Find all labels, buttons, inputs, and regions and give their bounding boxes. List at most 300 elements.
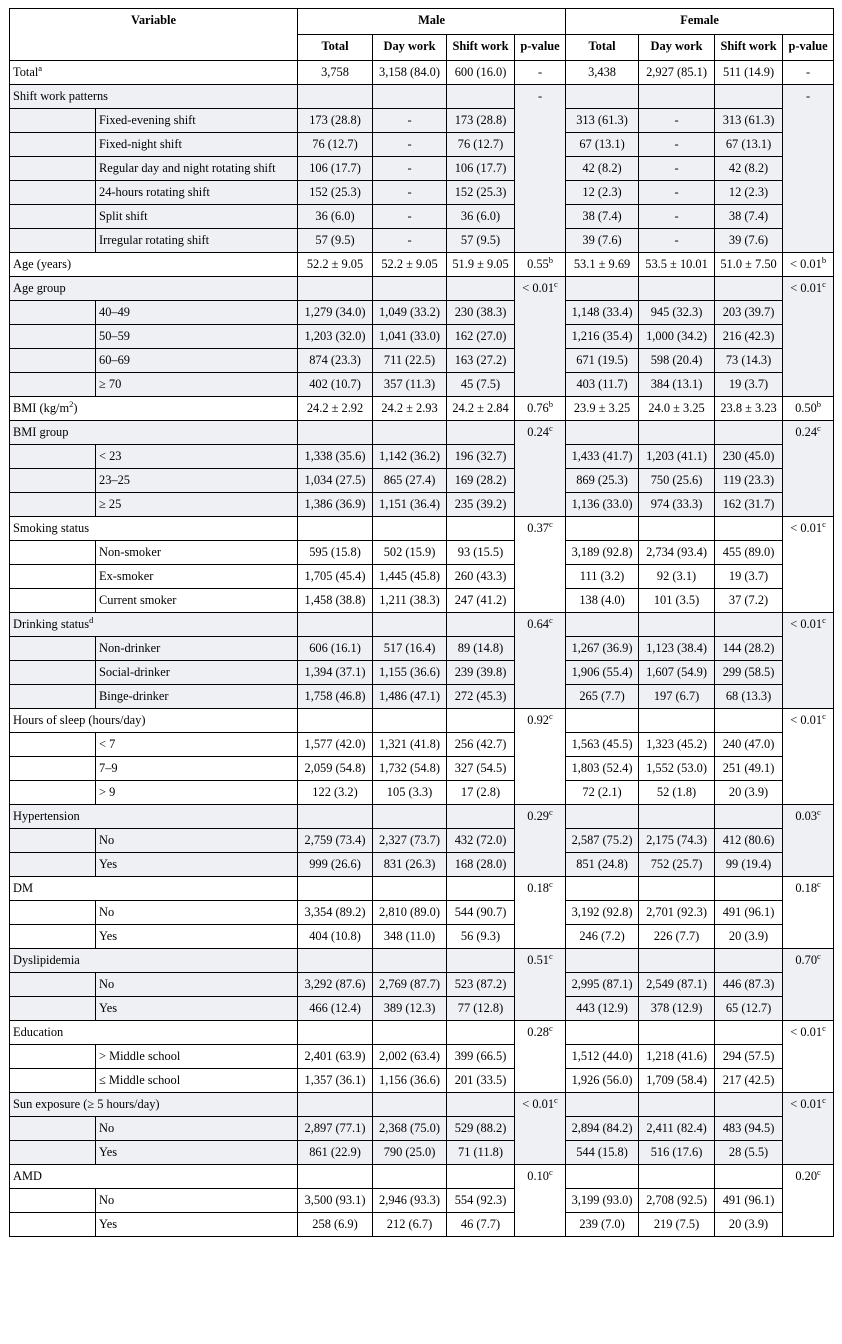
female-value-cell [715, 133, 783, 157]
female-value-cell [566, 109, 639, 133]
table-row [10, 157, 834, 181]
cell-text: - [674, 161, 679, 175]
cell-text: 869 (25.3) [576, 473, 628, 487]
variable-label [10, 277, 298, 301]
male-value-cell [298, 877, 373, 901]
male-value-cell [373, 757, 447, 781]
table-row [10, 397, 834, 421]
table-row [10, 1213, 834, 1237]
table-row [10, 661, 834, 685]
cell-text: 57 (9.5) [460, 233, 501, 247]
male-value-cell [298, 445, 373, 469]
cell-text: 216 (42.3) [722, 329, 775, 343]
male-value-cell [373, 229, 447, 253]
cell-text: 600 (16.0) [454, 65, 507, 79]
male-value-cell [373, 61, 447, 85]
cell-text: 1,803 (52.4) [571, 761, 633, 775]
cell-text: 2,894 (84.2) [571, 1121, 633, 1135]
cell-text: Age (years) [13, 257, 72, 271]
cell-text: 12 (2.3) [582, 185, 622, 199]
cell-text: 53.5 ± 10.01 [645, 257, 708, 271]
indent-cell [10, 325, 96, 349]
female-value-cell [639, 853, 715, 877]
female-value-cell [715, 685, 783, 709]
male-value-cell [373, 373, 447, 397]
cell-text: 52.2 ± 9.05 [381, 257, 438, 271]
indent-cell [10, 205, 96, 229]
cell-text: > Middle school [99, 1049, 181, 1063]
indent-cell [10, 853, 96, 877]
category-label [96, 973, 298, 997]
cell-text: 861 (22.9) [309, 1145, 361, 1159]
female-value-cell [715, 973, 783, 997]
variable-label [10, 877, 298, 901]
male-p-value [515, 709, 566, 805]
cell-text: 357 (11.3) [383, 377, 436, 391]
cell-text: 0.10 [527, 1169, 549, 1183]
cell-text: 502 (15.9) [383, 545, 436, 559]
female-value-cell [715, 325, 783, 349]
indent-cell [10, 493, 96, 517]
male-value-cell [373, 1093, 447, 1117]
male-p-value [515, 805, 566, 877]
cell-text: 217 (42.5) [722, 1073, 775, 1087]
cell-text: 246 (7.2) [579, 929, 625, 943]
male-value-cell [447, 637, 515, 661]
cell-text: 105 (3.3) [386, 785, 433, 799]
cell-text: 38 (7.4) [582, 209, 622, 223]
male-value-cell [298, 1045, 373, 1069]
male-value-cell [373, 973, 447, 997]
cell-text: 523 (87.2) [454, 977, 507, 991]
female-value-cell [715, 229, 783, 253]
cell-text: 403 (11.7) [576, 377, 628, 391]
category-label [96, 997, 298, 1021]
cell-text: 1,758 (46.8) [304, 689, 366, 703]
cell-text: 2,927 (85.1) [646, 65, 707, 79]
cell-text: 1,151 (36.4) [379, 497, 440, 511]
cell-text: - [407, 209, 412, 223]
male-value-cell [373, 421, 447, 445]
cell-text: < 0.01 [522, 1097, 555, 1111]
cell-text: 265 (7.7) [579, 689, 625, 703]
female-value-cell [639, 541, 715, 565]
cell-text: 77 (12.8) [457, 1001, 504, 1015]
cell-text: No [99, 905, 115, 919]
female-value-cell [566, 517, 639, 541]
male-value-cell [298, 1141, 373, 1165]
cell-text: 3,158 (84.0) [379, 65, 440, 79]
female-value-cell [566, 1165, 639, 1189]
characteristics-table [9, 8, 834, 1237]
male-value-cell [373, 1069, 447, 1093]
female-value-cell [715, 541, 783, 565]
female-value-cell [566, 205, 639, 229]
category-label [96, 133, 298, 157]
male-p-value-header: p-value [515, 35, 566, 61]
cell-text: 37 (7.2) [728, 593, 769, 607]
cell-text: - [407, 185, 412, 199]
table-row [10, 637, 834, 661]
category-label [96, 733, 298, 757]
female-value-cell [639, 277, 715, 301]
male-value-cell [447, 493, 515, 517]
table-row [10, 493, 834, 517]
cell-text: 2,059 (54.8) [304, 761, 366, 775]
male-value-cell [373, 589, 447, 613]
cell-text: 711 (22.5) [383, 353, 436, 367]
cell-text: 544 (90.7) [454, 905, 507, 919]
male-value-cell [373, 397, 447, 421]
male-value-cell [298, 1069, 373, 1093]
table-row [10, 709, 834, 733]
female-value-cell [566, 373, 639, 397]
female-value-cell [715, 181, 783, 205]
cell-text: 39 (7.6) [582, 233, 622, 247]
female-value-cell [566, 541, 639, 565]
cell-text: Split shift [99, 209, 148, 223]
female-p-value [783, 421, 834, 517]
table-row [10, 229, 834, 253]
male-value-cell [298, 277, 373, 301]
cell-text: 239 (39.8) [454, 665, 507, 679]
cell-text: 92 (3.1) [656, 569, 697, 583]
table-row [10, 1189, 834, 1213]
cell-text: 671 (19.5) [576, 353, 628, 367]
cell-text: 260 (43.3) [454, 569, 507, 583]
cell-text: 173 (28.8) [309, 113, 361, 127]
cell-text: 76 (12.7) [312, 137, 358, 151]
cell-text: 3,292 (87.6) [304, 977, 366, 991]
cell-text: 40–49 [99, 305, 130, 319]
female-value-cell [566, 709, 639, 733]
cell-text: Yes [99, 857, 118, 871]
cell-text: Total [13, 65, 39, 79]
female-value-cell [639, 1021, 715, 1045]
cell-text: 1,156 (36.6) [379, 1073, 440, 1087]
cell-text: 2,368 (75.0) [379, 1121, 440, 1135]
cell-text: 51.9 ± 9.05 [452, 257, 509, 271]
male-p-value [515, 61, 566, 85]
cell-text: 152 (25.3) [309, 185, 361, 199]
table-row [10, 1141, 834, 1165]
female-value-cell [715, 853, 783, 877]
indent-cell [10, 301, 96, 325]
cell-text: 42 (8.2) [728, 161, 769, 175]
cell-text: 152 (25.3) [454, 185, 507, 199]
cell-text: 256 (42.7) [454, 737, 507, 751]
female-value-cell [566, 229, 639, 253]
female-value-cell [715, 1141, 783, 1165]
male-value-cell [447, 973, 515, 997]
indent-cell [10, 109, 96, 133]
cell-text: 50–59 [99, 329, 130, 343]
male-value-cell [447, 421, 515, 445]
female-header: Female [566, 9, 834, 35]
male-value-cell [298, 373, 373, 397]
female-value-cell [566, 1069, 639, 1093]
cell-text: 7–9 [99, 761, 118, 775]
variable-label [10, 805, 298, 829]
category-label [96, 325, 298, 349]
male-value-cell [298, 181, 373, 205]
footnote-marker: c [554, 279, 558, 289]
female-value-cell [566, 277, 639, 301]
male-p-value [515, 277, 566, 397]
cell-text: 2,769 (87.7) [379, 977, 440, 991]
male-value-cell [447, 541, 515, 565]
cell-text: - [407, 137, 412, 151]
indent-cell [10, 133, 96, 157]
cell-text: 313 (61.3) [722, 113, 775, 127]
female-value-cell [566, 829, 639, 853]
male-p-value [515, 85, 566, 253]
male-value-cell [373, 1189, 447, 1213]
male-value-cell [373, 157, 447, 181]
variable-label [10, 421, 298, 445]
male-p-value [515, 421, 566, 517]
indent-cell [10, 901, 96, 925]
cell-text: < 0.01 [522, 281, 555, 295]
cell-text: 38 (7.4) [728, 209, 769, 223]
female-value-cell [715, 997, 783, 1021]
female-value-cell [639, 661, 715, 685]
female-value-cell [566, 1213, 639, 1237]
indent-cell [10, 637, 96, 661]
cell-text: 750 (25.6) [650, 473, 703, 487]
cell-text: 1,267 (36.9) [571, 641, 633, 655]
cell-text: 196 (32.7) [454, 449, 507, 463]
female-value-cell [639, 637, 715, 661]
female-value-cell [566, 613, 639, 637]
table-row [10, 781, 834, 805]
footnote-marker: c [817, 879, 821, 889]
footnote-marker: c [548, 879, 553, 889]
category-label [96, 925, 298, 949]
male-value-cell [298, 901, 373, 925]
male-value-cell [447, 253, 515, 277]
cell-text: 1,357 (36.1) [304, 1073, 366, 1087]
male-value-cell [447, 589, 515, 613]
cell-text: Ex-smoker [99, 569, 154, 583]
cell-text: 2,810 (89.0) [379, 905, 440, 919]
female-p-value [783, 397, 834, 421]
cell-text: 163 (27.2) [454, 353, 507, 367]
male-value-cell [447, 157, 515, 181]
cell-text: 1,211 (38.3) [379, 593, 440, 607]
footnote-marker: c [817, 1167, 821, 1177]
category-label [96, 565, 298, 589]
footnote-marker: c [822, 1023, 826, 1033]
cell-text: 3,199 (93.0) [571, 1193, 633, 1207]
female-value-cell [715, 1165, 783, 1189]
cell-text: - [674, 209, 679, 223]
cell-text: 3,189 (92.8) [571, 545, 633, 559]
cell-text: 1,203 (41.1) [646, 449, 707, 463]
female-p-value [783, 277, 834, 397]
cell-text: - [407, 233, 412, 247]
variable-label [10, 949, 298, 973]
cell-text: 230 (38.3) [454, 305, 507, 319]
female-value-cell [566, 661, 639, 685]
female-value-cell [566, 925, 639, 949]
male-value-cell [298, 949, 373, 973]
cell-text: 24.2 ± 2.92 [306, 401, 364, 415]
cell-text: < 0.01 [790, 1097, 823, 1111]
cell-text: - [805, 65, 811, 79]
female-value-cell [715, 301, 783, 325]
table-row [10, 901, 834, 925]
table-row [10, 205, 834, 229]
category-label [96, 1045, 298, 1069]
male-header: Male [298, 9, 566, 35]
male-value-cell [298, 1189, 373, 1213]
cell-text: 1,394 (37.1) [304, 665, 366, 679]
cell-text: 1,386 (36.9) [304, 497, 366, 511]
cell-text: Yes [99, 1001, 118, 1015]
male-value-cell [373, 445, 447, 469]
cell-text: 1,323 (45.2) [646, 737, 707, 751]
male-value-cell [298, 973, 373, 997]
female-value-cell [715, 613, 783, 637]
female-p-value [783, 709, 834, 805]
indent-cell [10, 181, 96, 205]
male-value-cell [447, 61, 515, 85]
female-value-cell [639, 301, 715, 325]
male-p-value [515, 397, 566, 421]
female-value-cell [715, 493, 783, 517]
cell-text: 851 (24.8) [576, 857, 628, 871]
female-value-cell [715, 565, 783, 589]
cell-text: Education [13, 1025, 64, 1039]
female-value-cell [715, 1045, 783, 1069]
male-value-cell [298, 205, 373, 229]
cell-text: 1,136 (33.0) [571, 497, 633, 511]
table-row [10, 1069, 834, 1093]
cell-text: 0.18 [795, 881, 818, 895]
cell-text: 56 (9.3) [460, 929, 501, 943]
cell-text: 865 (27.4) [383, 473, 436, 487]
female-value-cell [566, 181, 639, 205]
male-value-cell [373, 85, 447, 109]
cell-text: 0.76 [527, 401, 549, 415]
male-total-header: Total [298, 35, 373, 61]
male-value-cell [298, 589, 373, 613]
cell-text: < 0.01 [790, 713, 823, 727]
cell-text: 491 (96.1) [722, 1193, 775, 1207]
female-value-cell [639, 373, 715, 397]
male-shift-work-header: Shift work [447, 35, 515, 61]
cell-text: Non-smoker [99, 545, 161, 559]
female-value-cell [639, 349, 715, 373]
cell-text: < 7 [99, 737, 116, 751]
table-row [10, 181, 834, 205]
cell-text: 173 (28.8) [454, 113, 507, 127]
female-value-cell [639, 181, 715, 205]
table-row [10, 301, 834, 325]
cell-text: 39 (7.6) [728, 233, 769, 247]
cell-text: 12 (2.3) [728, 185, 769, 199]
male-value-cell [373, 661, 447, 685]
male-value-cell [298, 1117, 373, 1141]
cell-text: 3,758 [321, 65, 349, 79]
category-label [96, 541, 298, 565]
male-value-cell [373, 949, 447, 973]
cell-text: No [99, 977, 115, 991]
cell-text: 3,438 [588, 65, 616, 79]
female-value-cell [715, 949, 783, 973]
male-value-cell [373, 901, 447, 925]
cell-text: < 23 [99, 449, 122, 463]
category-label [96, 109, 298, 133]
male-value-cell [373, 1021, 447, 1045]
male-p-value [515, 1165, 566, 1237]
male-value-cell [447, 997, 515, 1021]
cell-text: Shift work patterns [13, 89, 108, 103]
male-value-cell [447, 709, 515, 733]
female-value-cell [715, 445, 783, 469]
cell-text: 46 (7.7) [460, 1217, 501, 1231]
female-p-value [783, 85, 834, 253]
cell-text: 0.29 [527, 809, 549, 823]
female-value-cell [715, 829, 783, 853]
table-row [10, 877, 834, 901]
cell-text: 99 (19.4) [725, 857, 772, 871]
female-p-value [783, 253, 834, 277]
indent-cell [10, 1117, 96, 1141]
cell-text: No [99, 1193, 115, 1207]
variable-label [10, 1165, 298, 1189]
indent-cell [10, 1069, 96, 1093]
male-value-cell [447, 685, 515, 709]
female-value-cell [566, 469, 639, 493]
footnote-marker: c [822, 519, 826, 529]
indent-cell [10, 541, 96, 565]
cell-text: 251 (49.1) [722, 761, 775, 775]
cell-text: 1,203 (32.0) [304, 329, 366, 343]
cell-text: Yes [99, 929, 118, 943]
male-value-cell [447, 1045, 515, 1069]
cell-text: 23.9 ± 3.25 [573, 401, 631, 415]
female-value-cell [639, 829, 715, 853]
category-label [96, 157, 298, 181]
cell-text: Age group [13, 281, 66, 295]
category-label [96, 493, 298, 517]
cell-text: 443 (12.9) [576, 1001, 628, 1015]
female-value-cell [639, 757, 715, 781]
cell-text: 348 (11.0) [383, 929, 436, 943]
male-value-cell [447, 205, 515, 229]
cell-text: 0.55 [527, 257, 549, 271]
cell-text: AMD [13, 1169, 42, 1183]
cell-text: - [674, 113, 679, 127]
cell-text: BMI group [13, 425, 69, 439]
cell-text: 1,000 (34.2) [646, 329, 707, 343]
table-row [10, 133, 834, 157]
male-value-cell [447, 565, 515, 589]
male-value-cell [373, 877, 447, 901]
cell-text: 446 (87.3) [722, 977, 775, 991]
female-value-cell [639, 565, 715, 589]
female-value-cell [566, 325, 639, 349]
category-label [96, 1189, 298, 1213]
female-value-cell [566, 973, 639, 997]
footnote-marker: c [822, 1095, 826, 1105]
female-value-cell [715, 469, 783, 493]
cell-text: 106 (17.7) [454, 161, 507, 175]
male-value-cell [373, 997, 447, 1021]
cell-text: 2,946 (93.3) [379, 1193, 440, 1207]
